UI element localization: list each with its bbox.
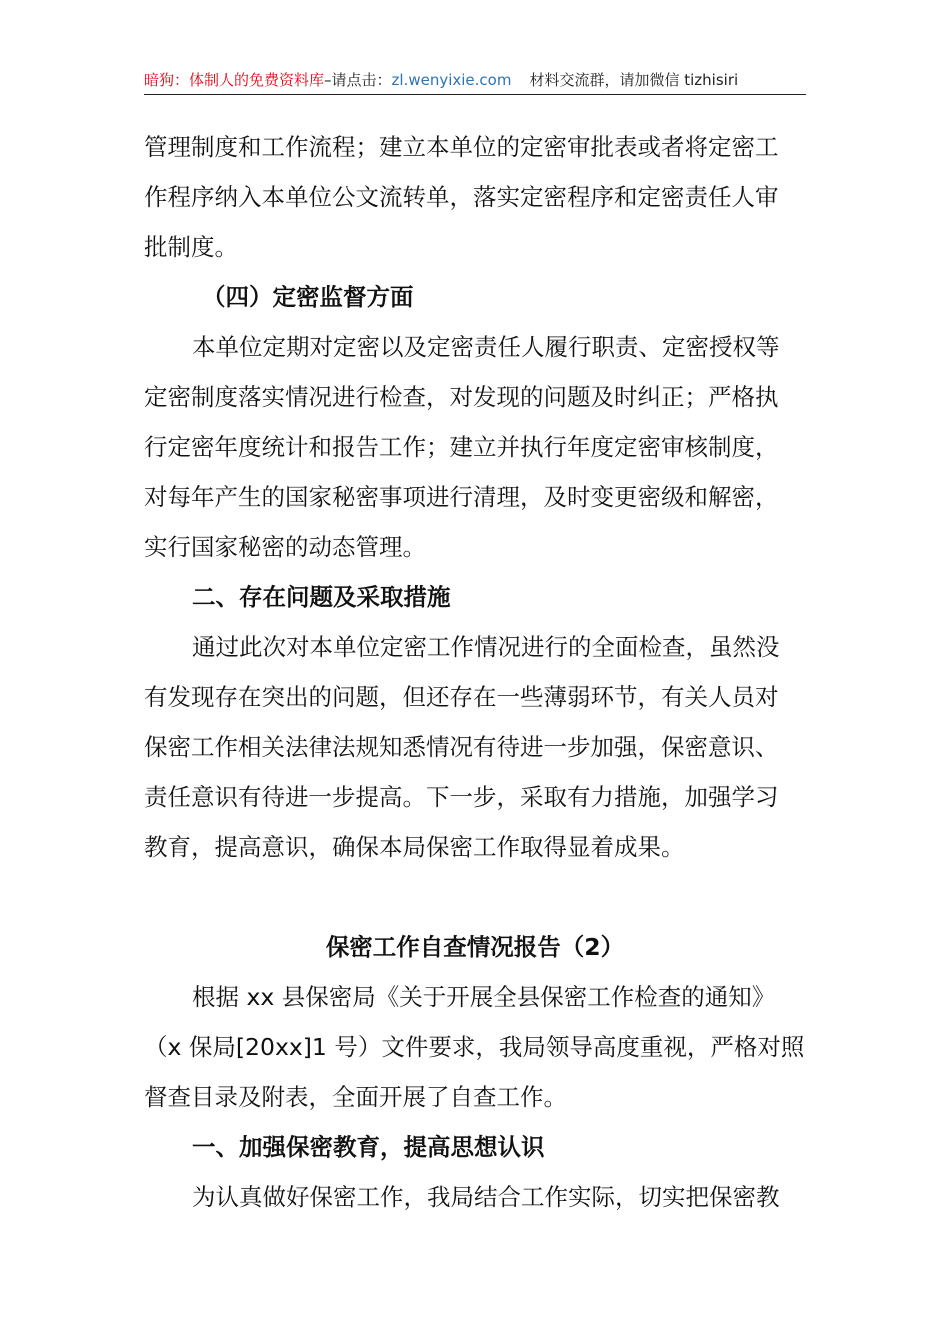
blank-line [144,872,824,922]
paragraph-line: （x 保局[20xx]1 号）文件要求，我局领导高度重视，严格对照 [144,1033,805,1061]
paragraph [144,972,824,1122]
paragraph-line: 督查目录及附表，全面开展了自查工作。 [144,1083,567,1111]
paragraph [144,322,824,572]
report-title: 保密工作自查情况报告（2） [325,933,625,961]
header-click-label: –请点击： [324,71,392,89]
paragraph-line: 批制度。 [144,233,238,261]
paragraph-line: 通过此次对本单位定密工作情况进行的全面检查，虽然没 [192,633,780,661]
paragraph-line: 行定密年度统计和报告工作；建立并执行年度定密审核制度， [144,433,779,461]
header-group-note: 材料交流群，请加微信 tizhisiri [529,71,739,89]
document-body [144,122,824,1222]
paragraph-line: 责任意识有待进一步提高。下一步，采取有力措施，加强学习 [144,783,779,811]
paragraph-line: 管理制度和工作流程；建立本单位的定密审批表或者将定密工 [144,133,779,161]
paragraph-line: 为认真做好保密工作，我局结合工作实际，切实把保密教 [192,1183,780,1211]
section-heading: 一、加强保密教育，提高思想认识 [192,1133,545,1161]
paragraph-line: 教育，提高意识，确保本局保密工作取得显着成果。 [144,833,685,861]
page-header [144,66,806,95]
paragraph-line: 本单位定期对定密以及定密责任人履行职责、定密授权等 [192,333,780,361]
paragraph [144,622,824,872]
paragraph-line: 定密制度落实情况进行检查，对发现的问题及时纠正；严格执 [144,383,779,411]
paragraph-line: 保密工作相关法律法规知悉情况有待进一步加强，保密意识、 [144,733,779,761]
paragraph-line: 根据 xx 县保密局《关于开展全县保密工作检查的通知》 [192,983,776,1011]
section-subheading: （四）定密监督方面 [202,283,414,311]
header-brand: 暗狗：体制人的免费资料库 [144,71,325,89]
header-link[interactable]: zl.wenyixie.com [391,71,512,89]
paragraph-line: 实行国家秘密的动态管理。 [144,533,426,561]
paragraph-line: 有发现存在突出的问题，但还存在一些薄弱环节，有关人员对 [144,683,779,711]
paragraph-continuation [144,122,824,272]
paragraph [144,1172,824,1222]
paragraph-line: 作程序纳入本单位公文流转单，落实定密程序和定密责任人审 [144,183,779,211]
section-heading: 二、存在问题及采取措施 [192,583,451,611]
paragraph-line: 对每年产生的国家秘密事项进行清理，及时变更密级和解密， [144,483,779,511]
